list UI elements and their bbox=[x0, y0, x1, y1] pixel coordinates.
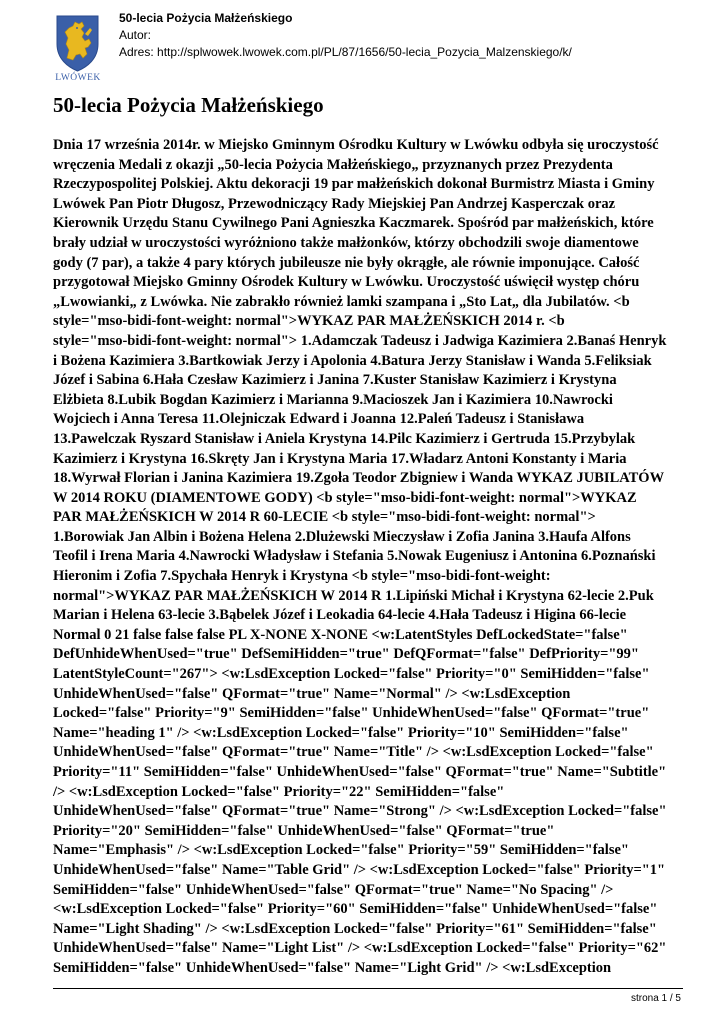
body-text-line: Name="heading 1" /> <w:LsdException Locked="false" Priority="10" SemiHidden="false" bbox=[53, 724, 629, 741]
body-text-line: Marian i Helena 63-lecie 3.Bąbelek Józef i Leokadia 64-lecie 4.Hała Tadeusz i Higina 66-lecie bbox=[53, 607, 627, 624]
body-text-line: DefUnhideWhenUsed="true" DefSemiHidden="true" DefQFormat="false" DefPriority="99" bbox=[53, 646, 639, 663]
body-text-line: UnhideWhenUsed="false" QFormat="true" Name="Strong" /> <w:LsdException Locked="false" bbox=[53, 803, 667, 820]
body-text-line: i Bożena Kazimiera 3.Bartkowiak Jerzy i Apolonia 4.Batura Jerzy Stanisław i Wanda 5.Feliksiak bbox=[53, 352, 652, 369]
header-address: Adres: http://splwowek.lwowek.com.pl/PL/87/1656/50-lecia_Pozycia_Malzenskiego/k/ bbox=[119, 45, 572, 59]
body-text-line: Name="Emphasis" /> <w:LsdException Locked="false" Priority="59" SemiHidden="false" bbox=[53, 842, 629, 859]
header-info bbox=[119, 10, 572, 61]
body-text-line: wręczenia Medali z okazji „50-lecia Pożycia Małżeńskiego„ przyznanych przez Prezydenta bbox=[53, 156, 613, 173]
body-text-line: Kierownik Urzędu Stanu Cywilnego Pani Agnieszka Kaczmarek. Spośród par małżeńskich, które bbox=[53, 215, 654, 232]
body-text-line: Elżbieta 8.Lubik Bogdan Kazimierz i Marianna 9.Macioszek Jan i Kazimiera 10.Nawrocki bbox=[53, 391, 613, 408]
body-text-line: UnhideWhenUsed="false" Name="Light List" /> <w:LsdException Locked="false" Priority="62" bbox=[53, 940, 667, 957]
body-text-line: Priority="20" SemiHidden="false" UnhideWhenUsed="false" QFormat="true" bbox=[53, 822, 555, 839]
header-title: 50-lecia Pożycia Małżeńskiego bbox=[119, 11, 293, 25]
body-text-line: brały udział w uroczystości wyróżniono także małżonków, którzy obchodzili swoje diamentowe bbox=[53, 234, 639, 251]
body-text-line: style="mso-bidi-font-weight: normal"> 1.Adamczak Tadeusz i Jadwiga Kazimiera 2.Banaś Henryk bbox=[53, 332, 667, 349]
body-text-line: Locked="false" Priority="9" SemiHidden="false" UnhideWhenUsed="false" QFormat="true" bbox=[53, 705, 650, 722]
page-number: strona 1 / 5 bbox=[630, 993, 681, 1004]
body-text-line: SemiHidden="false" UnhideWhenUsed="false" Name="Light Grid" /> <w:LsdException bbox=[53, 959, 612, 976]
body-text-line: Józef i Sabina 6.Hała Czesław Kazimierz i Janina 7.Kuster Stanisław Kazimierz i Krystyna bbox=[53, 372, 617, 389]
article-body bbox=[53, 136, 673, 979]
page-title: 50-lecia Pożycia Małżeńskiego bbox=[53, 93, 324, 117]
body-text-line: /> <w:LsdException Locked="false" Priority="22" SemiHidden="false" bbox=[53, 783, 505, 800]
body-text-line: Dnia 17 września 2014r. w Miejsko Gminnym Ośrodku Kultury w Lwówku odbyła się uroczystość bbox=[53, 137, 659, 153]
footer-divider bbox=[53, 988, 683, 989]
document-header bbox=[55, 10, 695, 82]
body-text-line: Wojciech i Anna Teresa 11.Olejniczak Edward i Joanna 12.Paleń Tadeusz i Stanisława bbox=[53, 411, 585, 428]
body-text-line: PAR MAŁŻEŃSKICH W 2014 R 60-LECIE <b style="mso-bidi-font-weight: normal"> bbox=[53, 509, 596, 526]
body-text-line: SemiHidden="false" UnhideWhenUsed="false" QFormat="true" Name="No Spacing" /> bbox=[53, 881, 614, 898]
lwowek-coat-of-arms-logo bbox=[55, 14, 100, 86]
body-text-line: Kazimierz i Krystyna 16.Skręty Jan i Krystyna Maria 17.Władarz Antoni Konstanty i Maria bbox=[53, 450, 627, 467]
body-text-line: Hieronim i Zofia 7.Spychała Henryk i Krystyna <b style="mso-bidi-font-weight: bbox=[53, 568, 551, 585]
body-text-line: UnhideWhenUsed="false" QFormat="true" Name="Normal" /> <w:LsdException bbox=[53, 685, 571, 702]
body-text-line: normal">WYKAZ PAR MAŁŻEŃSKICH W 2014 R 1.Lipiński Michał i Krystyna 62-lecie 2.Puk bbox=[53, 587, 654, 604]
body-text-line: 1.Borowiak Jan Albin i Bożena Helena 2.Dlużewski Mieczysław i Zofia Janina 3.Haufa Alfons bbox=[53, 528, 631, 545]
header-author: Autor: bbox=[119, 28, 152, 42]
body-text-line: style="mso-bidi-font-weight: normal">WYKAZ PAR MAŁŻEŃSKICH 2014 r. <b bbox=[53, 313, 565, 330]
body-text-line: Rzeczypospolitej Polskiej. Aktu dekoracji 19 par małżeńskich dokonał Burmistrz Miasta i Gminy bbox=[53, 176, 655, 193]
body-text-line: Lwówek Pan Piotr Długosz, Przewodniczący Rady Miejskiej Pan Andrzej Kasperczak oraz bbox=[53, 195, 616, 212]
body-text-line: UnhideWhenUsed="false" Name="Table Grid" /> <w:LsdException Locked="false" Priority="1" bbox=[53, 861, 666, 878]
body-text-line: UnhideWhenUsed="false" QFormat="true" Name="Title" /> <w:LsdException Locked="false" bbox=[53, 744, 654, 761]
body-text-line: <w:LsdException Locked="false" Priority="60" SemiHidden="false" UnhideWhenUsed="false" bbox=[53, 901, 658, 918]
body-text-line: Normal 0 21 false false false PL X-NONE X-NONE <w:LatentStyles DefLockedState="false" bbox=[53, 626, 628, 643]
body-text-line: Name="Light Shading" /> <w:LsdException Locked="false" Priority="61" SemiHidden="false" bbox=[53, 920, 657, 937]
body-text-line: 18.Wyrwał Florian i Janina Kazimiera 19.Zgoła Teodor Zbigniew i Wanda WYKAZ JUBILATÓW bbox=[53, 470, 665, 487]
body-text-line: przygotował Miejsko Gminny Ośrodek Kultury w Lwówku. Uroczystość uświęcił występ chóru bbox=[53, 274, 640, 291]
body-text-line: Priority="11" SemiHidden="false" UnhideWhenUsed="false" QFormat="true" Name="Subtitle" bbox=[53, 764, 667, 780]
body-text-line: gody (7 par), a także 4 pary których jubileusze nie były okrągłe, ale równie imponujące. Całość bbox=[53, 254, 640, 271]
body-text-line: LatentStyleCount="267"> <w:LsdException Locked="false" Priority="0" SemiHidden="false" bbox=[53, 666, 650, 683]
body-text-line: Teofil i Irena Maria 4.Nawrocki Władysław i Stefania 5.Nowak Eugeniusz i Antonina 6.Poznański bbox=[53, 548, 656, 565]
body-text-line: 13.Pawelczak Ryszard Stanisław i Aniela Krystyna 14.Pilc Kazimierz i Gertruda 15.Przybylak bbox=[53, 430, 636, 447]
body-text-line: „Lwowianki„ z Lwówka. Nie zabrakło również lamki szampana i „Sto Lat„ dla Jubilatów. <b bbox=[53, 293, 630, 310]
logo-text: LWÓWEK bbox=[55, 73, 101, 83]
body-text-line: W 2014 ROKU (DIAMENTOWE GODY) <b style="mso-bidi-font-weight: normal">WYKAZ bbox=[53, 489, 637, 506]
coat-of-arms-icon bbox=[55, 14, 100, 72]
